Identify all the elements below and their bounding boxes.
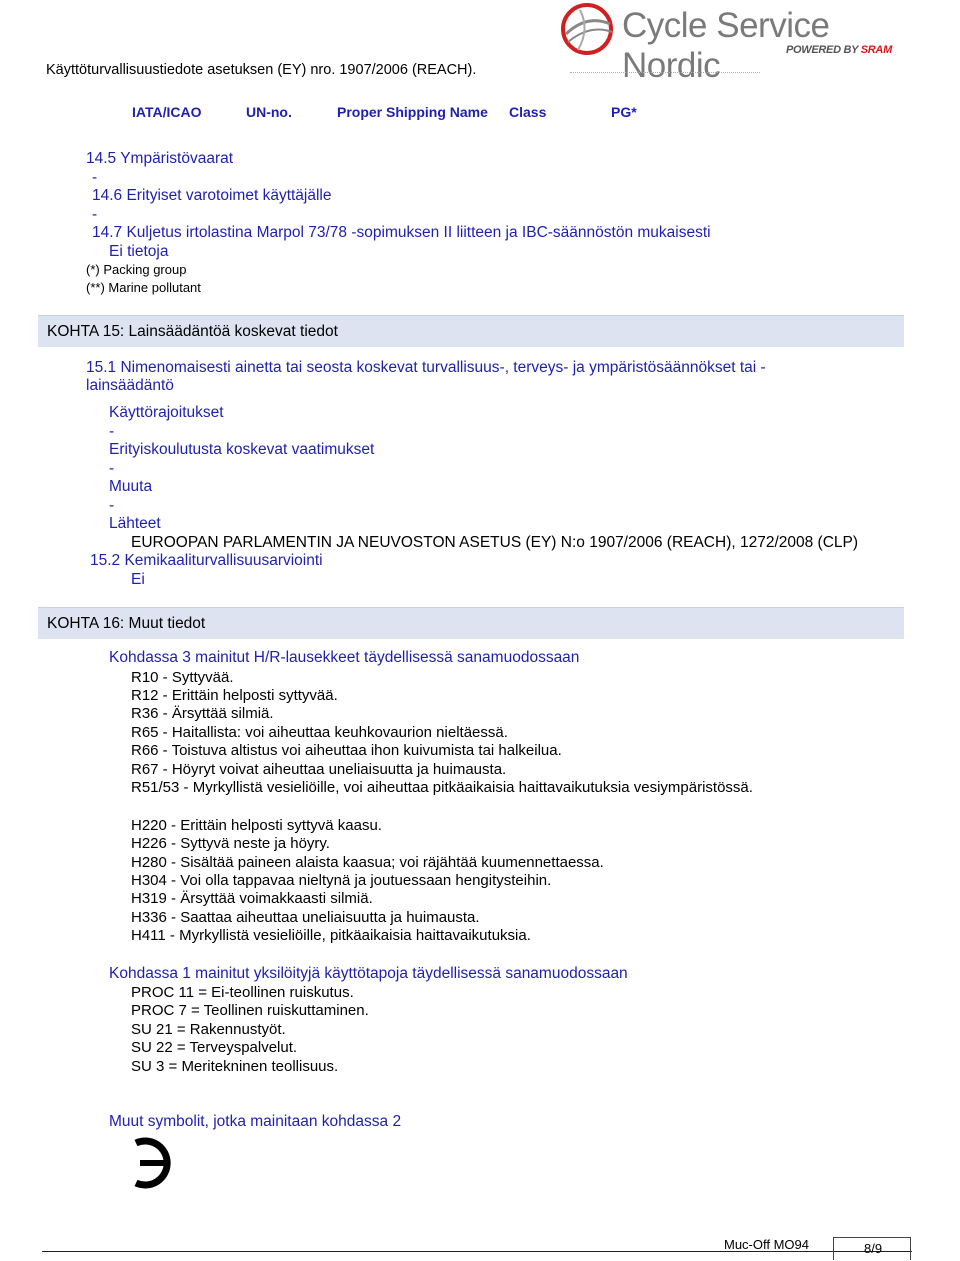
company-logo bbox=[558, 0, 918, 85]
restrictions-label: Käyttörajoitukset bbox=[109, 404, 224, 421]
section-15-header bbox=[38, 315, 904, 347]
note-packing-group: (*) Packing group bbox=[86, 262, 187, 277]
header-divider bbox=[570, 72, 760, 73]
section-15-2-title: 15.2 Kemikaaliturvallisuusarviointi bbox=[90, 552, 323, 569]
use-item: PROC 7 = Teollinen ruiskuttaminen. bbox=[131, 1002, 369, 1019]
col-iata: IATA/ICAO bbox=[132, 104, 202, 120]
logo-globe-icon bbox=[560, 2, 618, 58]
h-phrase-item: H304 - Voi olla tappavaa nieltynä ja joutuessaan hengitysteihin. bbox=[131, 872, 552, 889]
sources-label: Lähteet bbox=[109, 515, 161, 532]
r-phrase-item: R36 - Ärsyttää silmiä. bbox=[131, 705, 274, 722]
mirrored-c-symbol-icon bbox=[126, 1133, 182, 1193]
note-marine-pollutant: (**) Marine pollutant bbox=[86, 280, 201, 295]
section-14-6-title: 14.6 Erityiset varotoimet käyttäjälle bbox=[92, 187, 332, 204]
section-14-5-title: 14.5 Ympäristövaarat bbox=[86, 150, 234, 167]
r-phrase-item: R51/53 - Myrkyllistä vesieliöille, voi aiheuttaa pitkäaikaisia haittavaikutuksia vesiympäristössä. bbox=[131, 779, 753, 796]
r-phrase-item: R12 - Erittäin helposti syttyvää. bbox=[131, 687, 338, 704]
other-value: - bbox=[109, 497, 115, 514]
logo-powered-label: POWERED BY bbox=[786, 44, 858, 56]
restrictions-value: - bbox=[109, 423, 115, 440]
col-shipping-name: Proper Shipping Name bbox=[337, 104, 488, 120]
training-label: Erityiskoulutusta koskevat vaatimukset bbox=[109, 441, 375, 458]
other-label: Muuta bbox=[109, 478, 153, 495]
h-phrase-item: H226 - Syttyvä neste ja höyry. bbox=[131, 835, 330, 852]
sources-value: EUROOPAN PARLAMENTIN JA NEUVOSTON ASETUS (EY) N:o 1907/2006 (REACH), 1272/2008 (CLP) bbox=[131, 534, 859, 551]
h-phrase-item: H336 - Saattaa aiheuttaa uneliaisuutta ja huimausta. bbox=[131, 909, 480, 926]
section-14-7-title: 14.7 Kuljetus irtolastina Marpol 73/78 -sopimuksen II liitteen ja IBC-säännöstön mukaisesti bbox=[92, 224, 711, 241]
r-phrase-item: R10 - Syttyvää. bbox=[131, 669, 234, 686]
section-14-6-value: - bbox=[92, 206, 98, 223]
section-16-header bbox=[38, 607, 904, 639]
use-item: SU 21 = Rakennustyöt. bbox=[131, 1021, 286, 1038]
symbols-title: Muut symbolit, jotka mainitaan kohdassa 2 bbox=[109, 1113, 402, 1130]
uses-title: Kohdassa 1 mainitut yksilöityjä käyttötapoja täydellisessä sanamuodossaan bbox=[109, 965, 628, 982]
h-phrase-item: H411 - Myrkyllistä vesieliöille, pitkäaikaisia haittavaikutuksia. bbox=[131, 927, 531, 944]
r-phrase-item: R67 - Höyryt voivat aiheuttaa uneliaisuutta ja huimausta. bbox=[131, 761, 507, 778]
col-class: Class bbox=[509, 104, 547, 120]
h-phrase-item: H220 - Erittäin helposti syttyvä kaasu. bbox=[131, 817, 382, 834]
footer-page-number: 8/9 bbox=[864, 1241, 883, 1256]
section-16-title: KOHTA 16: Muut tiedot bbox=[47, 615, 206, 632]
section-15-2-value: Ei bbox=[131, 571, 145, 588]
use-item: PROC 11 = Ei-teollinen ruiskutus. bbox=[131, 984, 354, 1001]
col-pg: PG* bbox=[611, 104, 637, 120]
section-15-1-title-line2: lainsäädäntö bbox=[86, 377, 174, 394]
logo-text: Cycle Service Nordic bbox=[622, 6, 830, 85]
h-phrase-item: H280 - Sisältää paineen alaista kaasua; voi räjähtää kuumennettaessa. bbox=[131, 854, 604, 871]
logo-powered-by bbox=[786, 44, 892, 56]
section-14-5-value: - bbox=[92, 169, 98, 186]
section-15-1-title-line1: 15.1 Nimenomaisesti ainetta tai seosta koskevat turvallisuus-, terveys- ja ympäristösäännökset tai - bbox=[86, 359, 766, 376]
r-phrase-item: R65 - Haitallista: voi aiheuttaa keuhkovaurion nieltäessä. bbox=[131, 724, 508, 741]
h-phrase-item: H319 - Ärsyttää voimakkaasti silmiä. bbox=[131, 890, 373, 907]
logo-brand: SRAM bbox=[860, 44, 892, 56]
footer-product-name: Muc-Off MO94 bbox=[724, 1237, 810, 1252]
document-title: Käyttöturvallisuustiedote asetuksen (EY) nro. 1907/2006 (REACH). bbox=[46, 62, 477, 78]
use-item: SU 3 = Meritekninen teollisuus. bbox=[131, 1058, 339, 1075]
section-15-title: KOHTA 15: Lainsäädäntöä koskevat tiedot bbox=[47, 323, 338, 340]
r-phrases-title: Kohdassa 3 mainitut H/R-lausekkeet täydellisessä sanamuodossaan bbox=[109, 649, 580, 666]
training-value: - bbox=[109, 460, 115, 477]
r-phrase-item: R66 - Toistuva altistus voi aiheuttaa ihon kuivumista tai halkeilua. bbox=[131, 742, 562, 759]
section-14-7-value: Ei tietoja bbox=[109, 243, 169, 260]
col-un-no: UN-no. bbox=[246, 104, 292, 120]
use-item: SU 22 = Terveyspalvelut. bbox=[131, 1039, 298, 1056]
